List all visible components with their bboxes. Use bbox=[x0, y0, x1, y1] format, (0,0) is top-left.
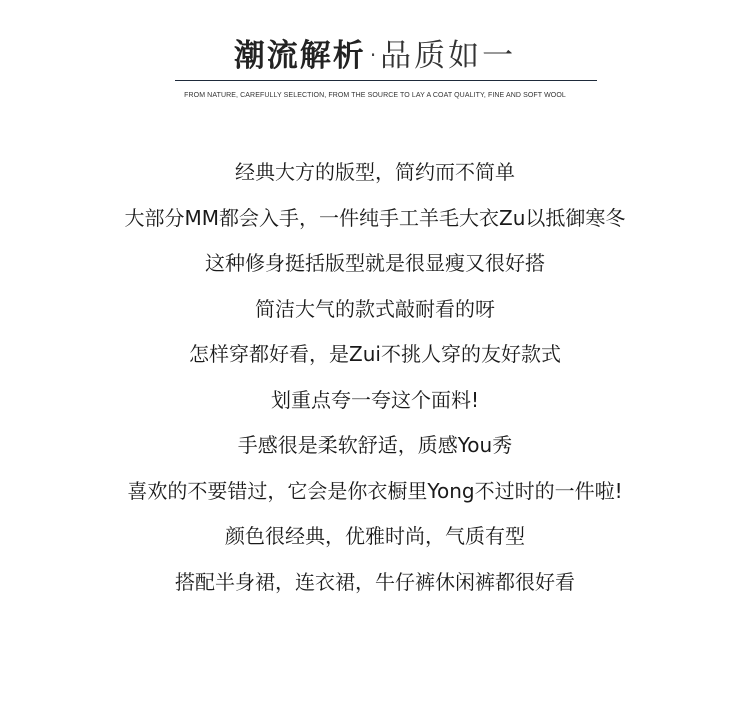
description-line: 经典大方的版型，简约而不简单 bbox=[235, 160, 515, 184]
section-subtitle: FROM NATURE, CAREFULLY SELECTION, FROM THE SOURCE TO LAY A COAT QUALITY, FINE AND SOFT WOOL bbox=[184, 92, 566, 99]
description-line: 手感很是柔软舒适，质感You秀 bbox=[237, 433, 513, 457]
description-line: 喜欢的不要错过，它会是你衣橱里Yong不过时的一件啦! bbox=[127, 478, 623, 503]
description-line: 搭配半身裙，连衣裙，牛仔裤休闲裤都很好看 bbox=[175, 569, 575, 594]
section-title-light: 品质如一 bbox=[380, 38, 517, 74]
description-lines bbox=[0, 150, 750, 605]
description-line: 这种修身挺括版型就是很显瘦又很好搭 bbox=[205, 251, 545, 275]
header-divider bbox=[175, 80, 597, 81]
description-line: 颜色很经典，优雅时尚，气质有型 bbox=[225, 524, 525, 548]
description-line: 大部分MM都会入手，一件纯手工羊毛大衣Zu以抵御寒冬 bbox=[124, 205, 626, 230]
description-line: 怎样穿都好看，是Zui不挑人穿的友好款式 bbox=[189, 342, 561, 366]
description-line: 划重点夸一夸这个面料! bbox=[270, 387, 480, 412]
title-separator-dot: · bbox=[369, 43, 377, 67]
description-line: 简洁大气的款式敲耐看的呀 bbox=[255, 296, 495, 321]
section-title-bold: 潮流解析 bbox=[233, 38, 366, 74]
section-header bbox=[0, 30, 750, 75]
